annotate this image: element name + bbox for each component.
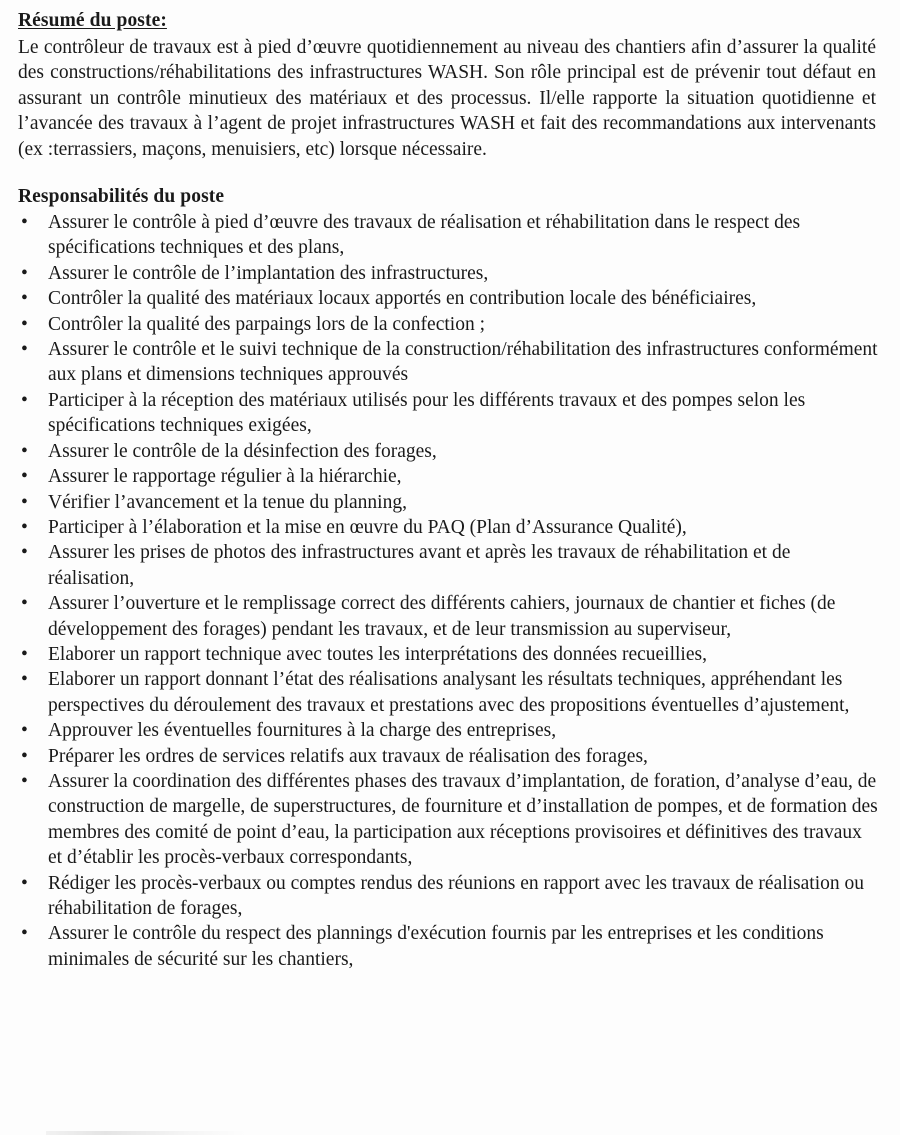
list-item-text: Assurer le contrôle de l’implantation des infrastructures, (48, 262, 489, 284)
bullet-point-icon: • (21, 262, 28, 284)
bullet-point-icon: • (21, 923, 28, 945)
list-item-text: Participer à l’élaboration et la mise en œuvre du PAQ (Plan d’Assurance Qualité), (48, 516, 687, 538)
list-item (18, 871, 878, 922)
list-item-text: Assurer les prises de photos des infrastructures avant et après les travaux de réhabilitation et de réalisation, (48, 542, 791, 589)
list-item (18, 286, 878, 311)
list-item (18, 718, 878, 743)
bullet-point-icon: • (21, 872, 28, 894)
bullet-point-icon: • (21, 643, 28, 665)
list-item-text: Assurer l’ouverture et le remplissage correct des différents cahiers, journaux de chantier et fiches (de développement des forages) pendant les travaux, et de leur transmission au superviseur, (48, 593, 836, 640)
list-item (18, 210, 878, 261)
list-item (18, 337, 878, 388)
bullet-point-icon: • (21, 389, 28, 411)
bullet-point-icon: • (21, 669, 28, 691)
list-item-text: Approuver les éventuelles fournitures à la charge des entreprises, (48, 720, 557, 742)
bullet-point-icon: • (21, 593, 28, 615)
list-item (18, 540, 878, 591)
bullet-point-icon: • (21, 212, 28, 234)
list-item (18, 490, 878, 515)
list-item (18, 921, 878, 972)
list-item (18, 667, 878, 718)
responsibilities-section-heading: Responsabilités du poste (18, 186, 225, 208)
bullet-point-icon: • (21, 770, 28, 792)
bullet-point-icon: • (21, 288, 28, 310)
list-item-text: Elaborer un rapport technique avec toutes les interprétations des données recueillies, (48, 643, 707, 665)
list-item (18, 642, 878, 667)
list-item-text: Assurer la coordination des différentes phases des travaux d’implantation, de foration, d’analyse d’eau, de construction de margelle, de superstructures, de fourniture et d’installation de pompes, et de formation des membres des comité de point d’eau, la participation aux réceptions provisoires et définitives des travaux et d’établir les procès-verbaux correspondants, (48, 770, 878, 869)
bullet-point-icon: • (21, 466, 28, 488)
bullet-point-icon: • (21, 720, 28, 742)
bullet-point-icon: • (21, 516, 28, 538)
list-item-text: Assurer le rapportage régulier à la hiérarchie, (48, 466, 402, 488)
bullet-point-icon: • (21, 491, 28, 513)
bullet-point-icon: • (21, 339, 28, 361)
list-item-text: Assurer le contrôle à pied d’œuvre des travaux de réalisation et réhabilitation dans le respect des spécifications techniques et des plans, (48, 212, 801, 259)
bullet-point-icon: • (21, 542, 28, 564)
list-item (18, 591, 878, 642)
list-item (18, 464, 878, 489)
bullet-point-icon: • (21, 440, 28, 462)
list-item-text: Assurer le contrôle du respect des plannings d'exécution fournis par les entreprises et les conditions minimales de sécurité sur les chantiers, (48, 923, 824, 970)
list-item-text: Préparer les ordres de services relatifs aux travaux de réalisation des forages, (48, 745, 648, 767)
list-item-text: Contrôler la qualité des parpaings lors de la confection ; (48, 313, 485, 335)
list-item (18, 515, 878, 540)
summary-paragraph: Le contrôleur de travaux est à pied d’œuvre quotidiennement au niveau des chantiers afin d’assurer la qualité des constructions/réhabilitations des infrastructures WASH. Son rôle principal est de prévenir tout défaut en assurant un contrôle minutieux des matériaux et des processus. Il/elle rapporte la situation quotidienne et l’avancée des travaux à l’agent de projet infrastructures WASH et fait des recommandations aux intervenants (ex :terrassiers, maçons, menuisiers, etc) lorsque nécessaire. (18, 37, 876, 160)
list-item-text: Vérifier l’avancement et la tenue du planning, (48, 491, 407, 513)
summary-section-heading: Résumé du poste: (18, 10, 167, 31)
list-item (18, 744, 878, 769)
scan-artifact (46, 1131, 246, 1135)
list-item-text: Assurer le contrôle et le suivi technique de la construction/réhabilitation des infrastructures conformément aux plans et dimensions techniques approuvés (48, 339, 878, 386)
list-item (18, 261, 878, 286)
bullet-point-icon: • (21, 313, 28, 335)
list-item (18, 769, 878, 871)
list-item-text: Assurer le contrôle de la désinfection des forages, (48, 440, 437, 462)
list-item-text: Elaborer un rapport donnant l’état des réalisations analysant les résultats techniques, appréhendant les perspectives du déroulement des travaux et prestations avec des propositions éventuelles d’ajustement, (48, 669, 850, 716)
list-item (18, 439, 878, 464)
list-item (18, 312, 878, 337)
responsibilities-list (18, 210, 878, 972)
section-spacer (18, 162, 878, 184)
bullet-point-icon: • (21, 745, 28, 767)
list-item-text: Participer à la réception des matériaux utilisés pour les différents travaux et des pompes selon les spécifications techniques exigées, (48, 389, 806, 437)
list-item-text: Rédiger les procès-verbaux ou comptes rendus des réunions en rapport avec les travaux de réalisation ou réhabilitation de forages, (48, 872, 865, 919)
list-item-text: Contrôler la qualité des matériaux locaux apportés en contribution locale des bénéficiaires, (48, 288, 757, 310)
list-item (18, 388, 878, 439)
